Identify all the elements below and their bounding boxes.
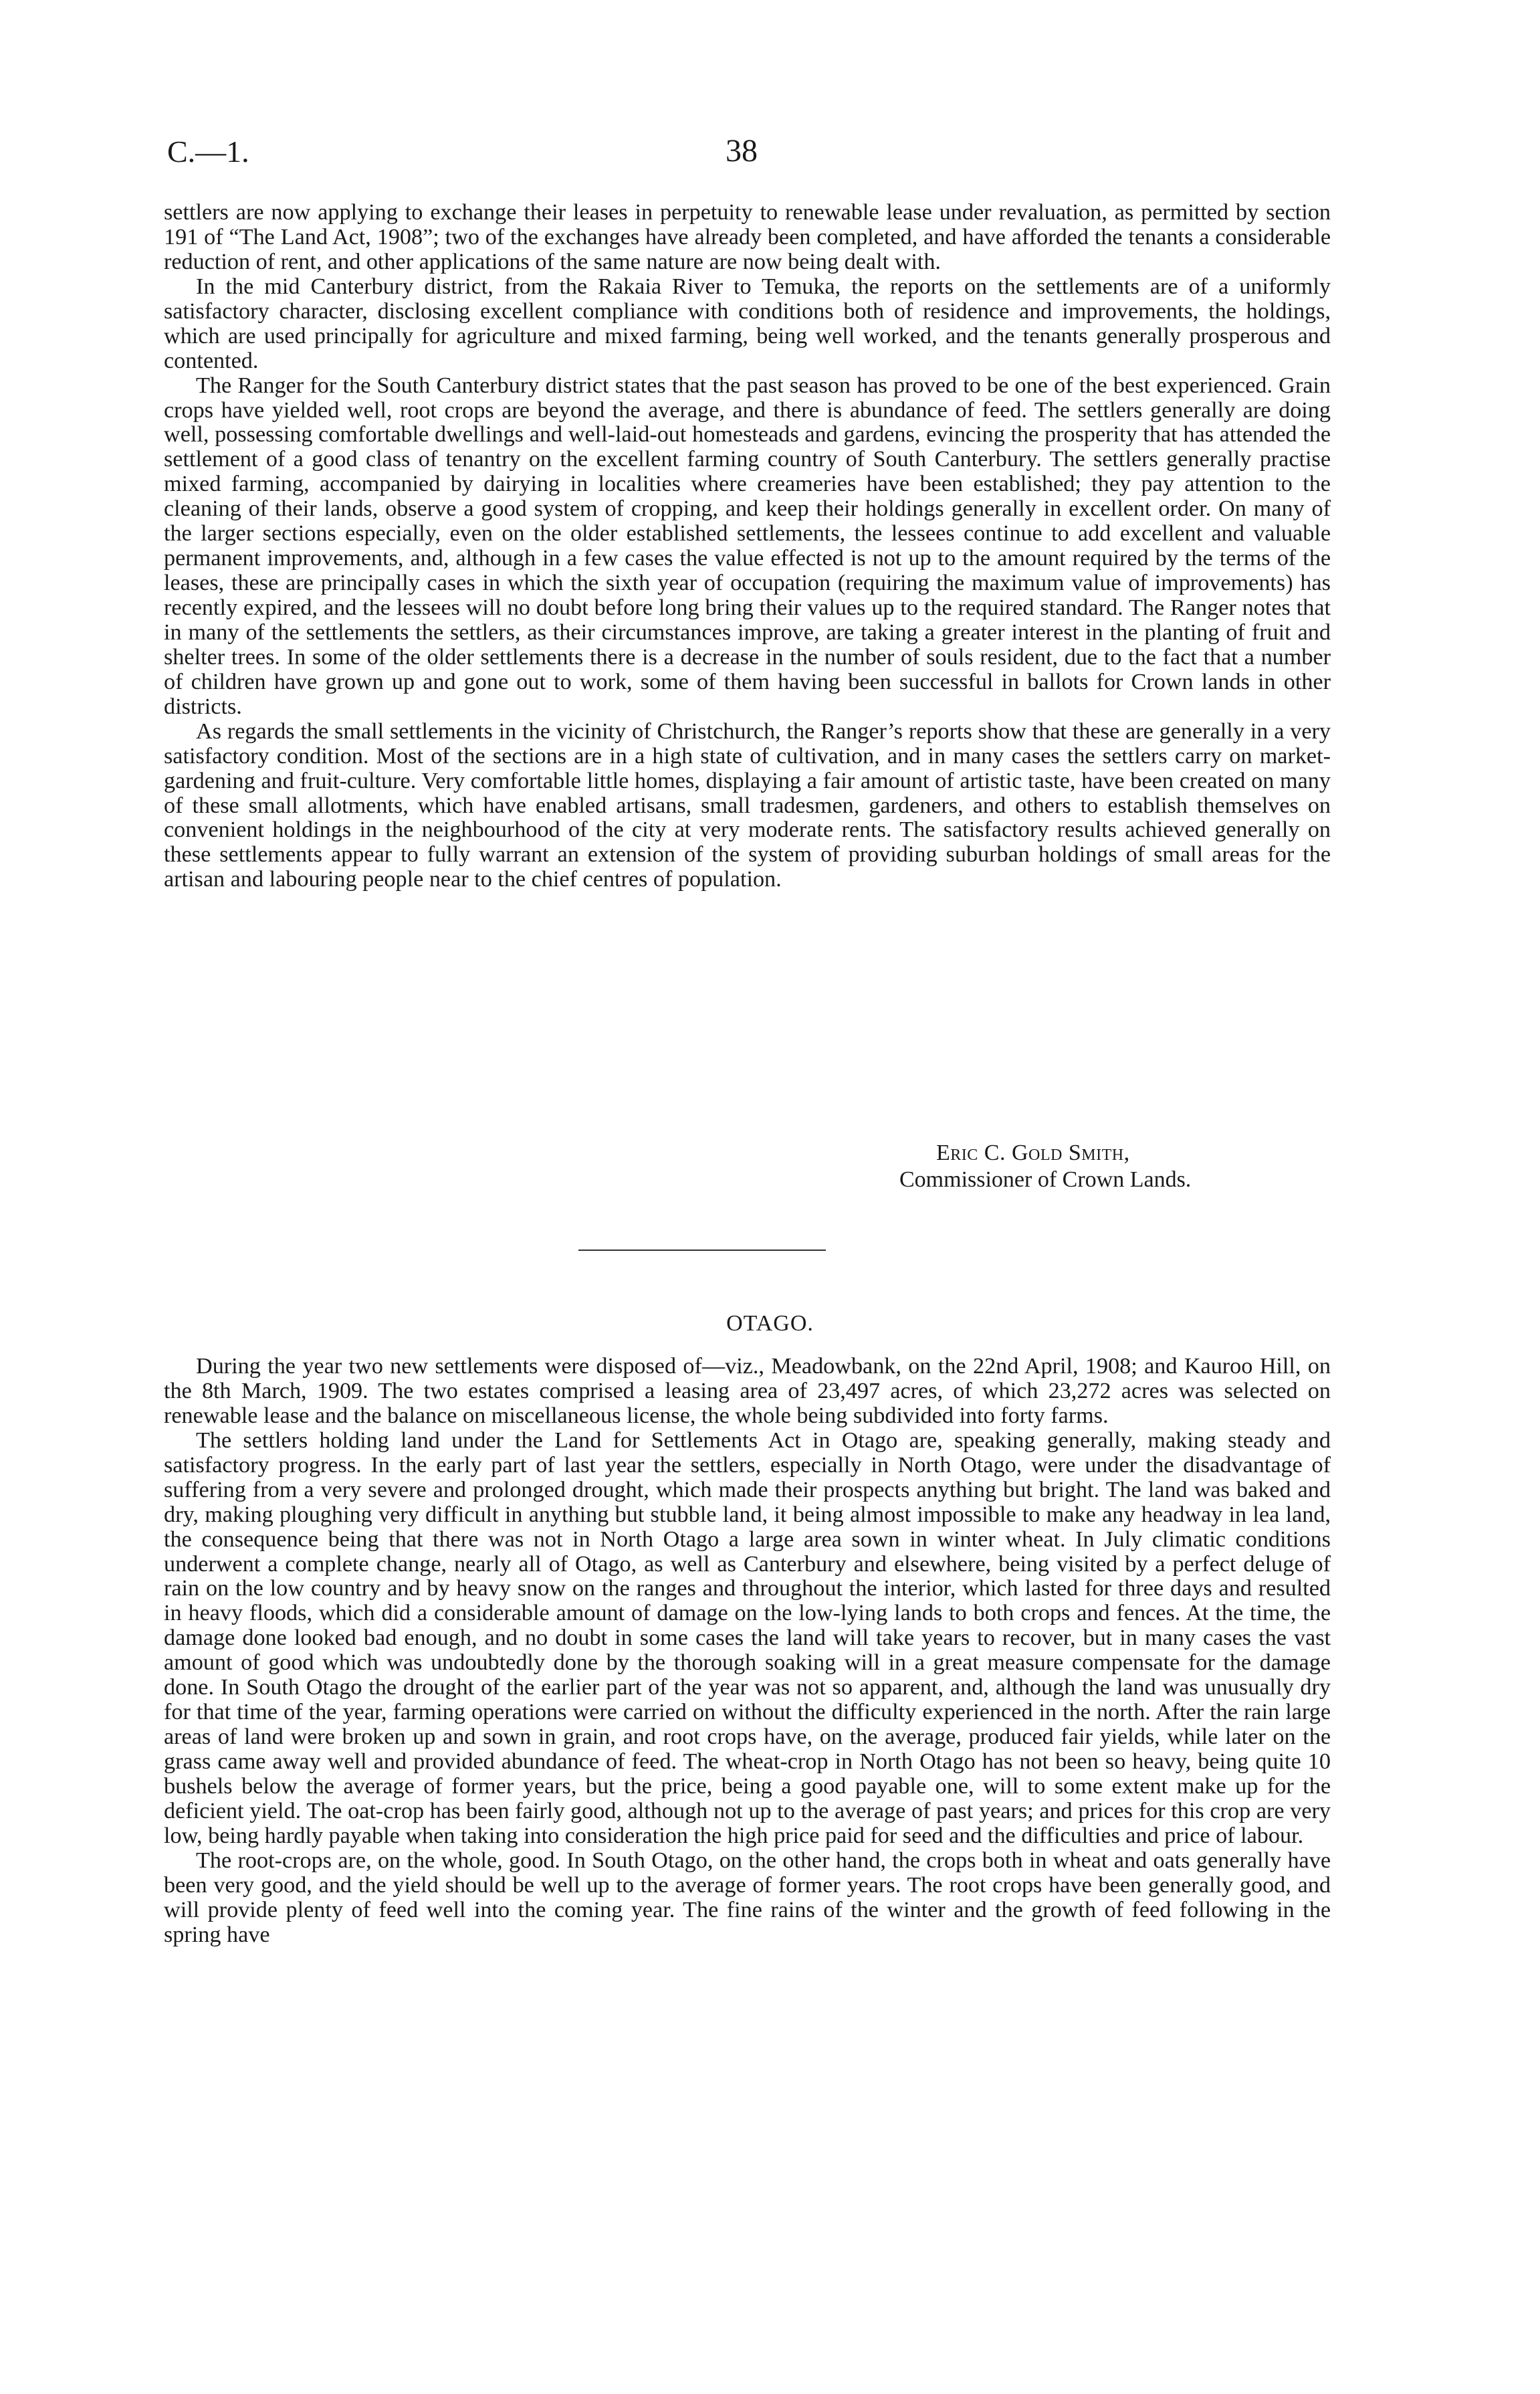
signature-title: Commissioner of Crown Lands. xyxy=(899,1167,1192,1192)
section-divider xyxy=(578,1250,826,1251)
paragraph: The settlers holding land under the Land for Settlements Act in Otago are, speaking generally, making steady and satisfactory progress. In the early part of last year the settlers, especially in North Otago, were under the disadvantage of suffering from a very severe and prolonged drought, which made their prospects anything but bright. The land was baked and dry, making ploughing very difficult in anything but stubble land, it being almost impossible to make any headway in lea land, the consequence being that there was not in North Otago a large area sown in winter wheat. In July climatic conditions underwent a complete change, nearly all of Otago, as well as Canterbury and elsewhere, being visited by a perfect deluge of rain on the low country and by heavy snow on the ranges and throughout the interior, which lasted for three days and resulted in heavy floods, which did a considerable amount of damage on the low-lying lands to both crops and fences. At the time, the damage done looked bad enough, and no doubt in some cases the land will take years to recover, but in many cases the vast amount of good which was undoubtedly done by the thorough soaking will in a great measure compensate for the damage done. In South Otago the drought of the earlier part of the year was not so apparent, and, although the land was unusually dry for that time of the year, farming operations were carried on without the difficulty experienced in the north. After the rain large areas of land were broken up and sown in grain, and root crops have, on the average, produced fair yields, while later on the grass came away well and provided abundance of feed. The wheat-crop in North Otago has not been so heavy, being quite 10 bushels below the average of former years, but the price, being a good payable one, will to some extent make up for the deficient yield. The oat-crop has been fairly good, although not up to the average of past years; and prices for this crop are very low, being hardly payable when taking into consideration the high price paid for seed and the difficulties and price of labour. xyxy=(164,1427,1331,1848)
section-heading: OTAGO. xyxy=(726,1311,814,1336)
report-code: C.—1. xyxy=(167,134,249,169)
otago-section-body xyxy=(164,1355,1331,1948)
paragraph: As regards the small settlements in the vicinity of Christchurch, the Ranger’s reports show that these are generally in a very satisfactory condition. Most of the sections are in a high state of cultivation, and in many cases the settlers carry on market-gardening and fruit-culture. Very comfortable little homes, displaying a fair amount of artistic taste, have been created on many of these small allotments, which have enabled artisans, small tradesmen, gardeners, and others to establish themselves on convenient holdings in the neighbourhood of the city at very moderate rents. The satisfactory results achieved generally on these settlements appear to fully warrant an extension of the system of providing suburban holdings of small areas for the artisan and labouring people near to the chief centres of population. xyxy=(164,718,1331,892)
page-number: 38 xyxy=(726,133,758,169)
canterbury-section-body xyxy=(164,201,1331,892)
paragraph: During the year two new settlements were disposed of—viz., Meadowbank, on the 22nd April, 1908; and Kauroo Hill, on the 8th March, 1909. The two estates comprised a leasing area of 23,497 acres, of which 23,272 acres was selected on renewable lease and the balance on miscellaneous license, the whole being subdivided into forty farms. xyxy=(164,1354,1331,1428)
paragraph: settlers are now applying to exchange their leases in perpetuity to renewable lease under revaluation, as permitted by section 191 of “The Land Act, 1908”; two of the exchanges have already been completed, and have afforded the tenants a considerable reduction of rent, and other applications of the same nature are now being dealt with. xyxy=(164,200,1331,274)
paragraph: The root-crops are, on the whole, good. In South Otago, on the other hand, the crops both in wheat and oats generally have been very good, and the yield should be well up to the average of former years. The root crops have been generally good, and will provide plenty of feed well into the coming year. The fine rains of the winter and the growth of feed following in the spring have xyxy=(164,1848,1331,1947)
paragraph: The Ranger for the South Canterbury district states that the past season has proved to be one of the best experienced. Grain crops have yielded well, root crops are beyond the average, and there is abundance of feed. The settlers generally are doing well, possessing comfortable dwellings and well-laid-out homesteads and gardens, evincing the prosperity that has attended the settlement of a good class of tenantry on the excellent farming country of South Canterbury. The settlers generally practise mixed farming, accompanied by dairying in localities where creameries have been established; they pay attention to the cleaning of their lands, observe a good system of cropping, and keep their holdings generally in excellent order. On many of the larger sections especially, even on the older established settlements, the lessees continue to add excellent and valuable permanent improvements, and, although in a few cases the value effected is not up to the amount required by the terms of the leases, these are principally cases in which the sixth year of occupation (requiring the maximum value of improvements) has recently expired, and the lessees will no doubt before long bring their values up to the required standard. The Ranger notes that in many of the settlements the settlers, as their circumstances improve, are taking a greater interest in the planting of fruit and shelter trees. In some of the older settlements there is a decrease in the number of souls resident, due to the fact that a number of children have grown up and gone out to work, some of them having been successful in ballots for Crown lands in other districts. xyxy=(164,373,1331,719)
signature-name: Eric C. Gold Smith, xyxy=(936,1140,1130,1165)
paragraph: In the mid Canterbury district, from the Rakaia River to Temuka, the reports on the settlements are of a uniformly satisfactory character, disclosing excellent compliance with conditions both of residence and improvements, the holdings, which are used principally for agriculture and mixed farming, being well worked, and the tenants generally prosperous and contented. xyxy=(164,274,1331,373)
